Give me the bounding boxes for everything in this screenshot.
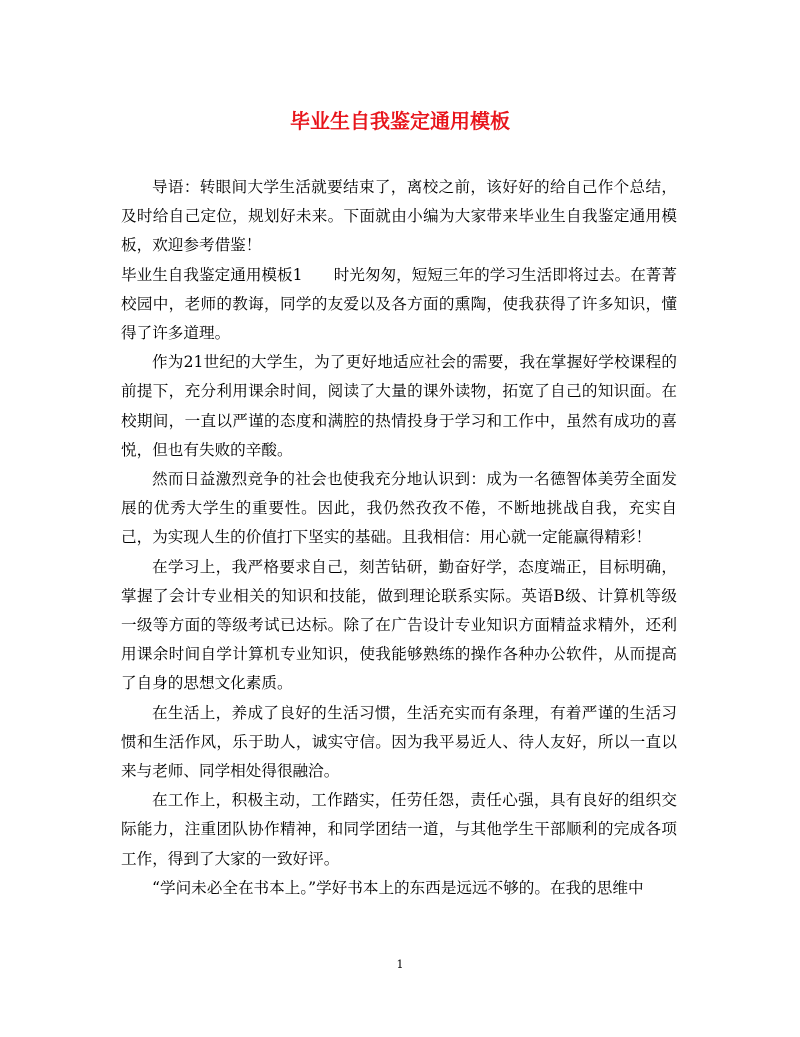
document-body [121, 173, 677, 903]
template-1-paragraph: 毕业生自我鉴定通用模板1 时光匆匆，短短三年的学习生活即将过去。在菁菁校园中，老师的教诲，同学的友爱以及各方面的熏陶，使我获得了许多知识，懂得了许多道理。 [121, 265, 677, 343]
quote-paragraph: “学问未必全在书本上。”学好书本上的东西是远远不够的。在我的思维中 [152, 878, 644, 897]
work-paragraph: 在工作上，积极主动，工作踏实，任劳任怨，责任心强，具有良好的组织交际能力，注重团队协作精神，和同学团结一道，与其他学生干部顺利的完成各项工作，得到了大家的一致好评。 [121, 791, 677, 868]
page-number: 1 [396, 958, 404, 971]
student-paragraph: 作为21世纪的大学生，为了更好地适应社会的需要，我在掌握好学校课程的前提下，充分利用课余时间，阅读了大量的课外读物，拓宽了自己的知识面。在校期间，一直以严谨的态度和满腔的热情投身于学习和工作中，虽然有成功的喜悦，但也有失败的辛酸。 [121, 353, 677, 459]
document-title: 毕业生自我鉴定通用模板 [290, 109, 510, 133]
competition-paragraph: 然而日益激烈竞争的社会也使我充分地认识到：成为一名德智体美劳全面发展的优秀大学生的重要性。因此，我仍然孜孜不倦，不断地挑战自我，充实自己，为实现人生的价值打下坚实的基础。且我相信：用心就一定能赢得精彩！ [121, 470, 677, 547]
study-paragraph: 在学习上，我严格要求自己，刻苦钻研，勤奋好学，态度端正，目标明确，掌握了会计专业相关的知识和技能，做到理论联系实际。英语B级、计算机等级一级等方面的等级考试已达标。除了在广告设计专业知识方面精益求精外，还利用课余时间自学计算机专业知识，使我能够熟练的操作各种办公软件，从而提高了自身的思想文化素质。 [121, 557, 677, 693]
intro-paragraph: 导语：转眼间大学生活就要结束了，离校之前，该好好的给自己作个总结，及时给自己定位，规划好未来。下面就由小编为大家带来毕业生自我鉴定通用模板，欢迎参考借鉴！ [121, 178, 677, 255]
life-paragraph: 在生活上，养成了良好的生活习惯，生活充实而有条理，有着严谨的生活习惯和生活作风，乐于助人，诚实守信。因为我平易近人、待人友好，所以一直以来与老师、同学相处得很融洽。 [121, 703, 677, 781]
